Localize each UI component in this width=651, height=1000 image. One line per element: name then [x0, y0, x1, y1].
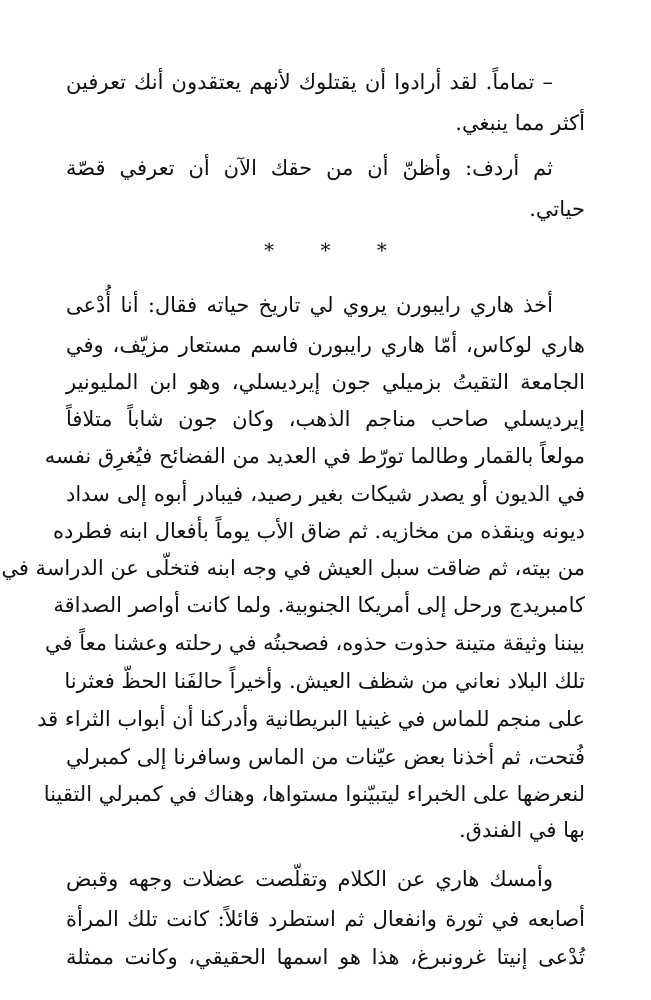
text-line: لنعرضها على الخبراء ليتبيّنوا مستواها، وهناك في كمبرلي التقينا [43, 782, 585, 806]
text-line: من بيته، ثم ضاقت سبل العيش في وجه ابنه فتخلّى عن الدراسة في [1, 556, 585, 580]
text-line: الجامعة التقيتُ بزميلي جون إيرديسلي، وهو ابن المليونير [66, 370, 585, 394]
text-line: ثم أردف: وأظنّ أن من حقك الآن أن تعرفي قصّة [66, 156, 553, 180]
text-line: تُدْعى إنيتا غرونبرغ، هذا هو اسمها الحقيقي، وكانت ممثلة [66, 945, 585, 969]
text-line: إيرديسلي صاحب مناجم الذهب، وكان جون شاباً متلافاً [66, 407, 585, 431]
text-line: هاري لوكاس، أمّا هاري رايبورن فاسم مستعار مزيّف، وفي [66, 333, 585, 357]
section-separator: * * * [264, 238, 407, 262]
book-page [1, 0, 585, 1000]
text-line: على منجم للماس في غينيا البريطانية وأدركنا أن أبواب الثراء قد [37, 707, 585, 731]
text-line: مولعاً بالقمار وطالما تورّط في العديد من الفضائح فيُغرِق نفسه [44, 444, 585, 468]
text-line: كامبريدج ورحل إلى أمريكا الجنوبية. ولما كانت أواصر الصداقة [53, 593, 585, 617]
text-line: ديونه وينقذه من مخازيه. ثم ضاق الأب يوماً بأفعال ابنه فطرده [52, 519, 585, 543]
text-line: بها في الفندق. [459, 818, 585, 842]
text-line: حياتي. [529, 197, 585, 221]
text-line: وأمسك هاري عن الكلام وتقلّصت عضلات وجهه وقبض [66, 867, 553, 891]
text-line: أكثر مما ينبغي. [455, 111, 585, 135]
text-line: أصابعه في ثورة وانفعال ثم استطرد قائلاً: كانت تلك المرأة [66, 907, 585, 931]
text-line: تلك البلاد نعاني من شظف العيش. وأخيراً حالفَنا الحظّ فعثرنا [64, 669, 585, 693]
text-line: في الديون أو يصدر شيكات بغير رصيد، فيبادر أبوه إلى سداد [66, 482, 585, 506]
text-line: أخذ هاري رايبورن يروي لي تاريخ حياته فقال: أنا أُدْعى [66, 293, 553, 317]
text-line: – تماماً. لقد أرادوا أن يقتلوك لأنهم يعتقدون أنك تعرفين [66, 70, 553, 94]
text-line: بيننا وثيقة متينة حذوت حذوه، فصحبتُه في رحلته وعشنا معاً في [45, 631, 585, 655]
text-line: فُتحت، ثم أخذنا بعض عيّنات من الماس وسافرنا إلى كمبرلي [66, 745, 585, 769]
